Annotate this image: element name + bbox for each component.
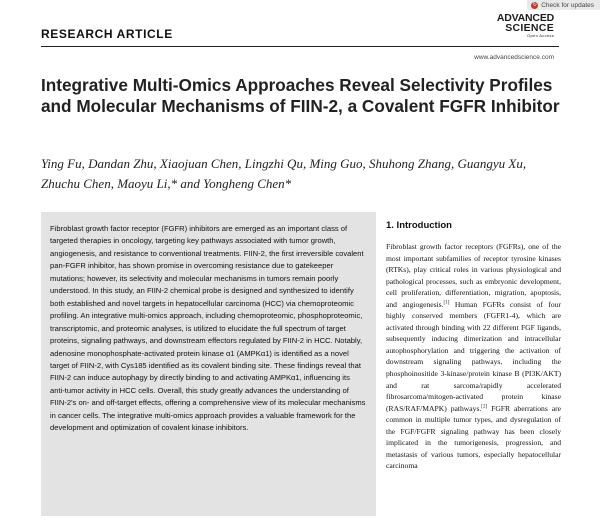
journal-logo-line1: ADVANCED xyxy=(496,12,554,24)
intro-paragraph-3: FGFR aberrations are common in multiple tumor types, and dysregulation of the FGF/FGFR signaling pathway has been closely implicated in the tumorigenesis, progression, and metastasis of various tumors, especially hepatocellular carcinoma xyxy=(386,403,561,471)
intro-paragraph-1: Fibroblast growth factor receptors (FGFRs), one of the most important subfamilies of receptor tyrosine kinases (RTKs), play critical roles in various physiological and pathological processes, such as embryonic development, cell proliferation, differentiation, migration, apoptosis, and angiogenesis. xyxy=(386,242,561,309)
journal-logo-line2: SCIENCE xyxy=(505,22,554,34)
article-type-label: RESEARCH ARTICLE xyxy=(41,27,173,41)
journal-logo-line3: Open Access xyxy=(527,33,554,38)
introduction-body xyxy=(386,241,561,521)
author-list: Ying Fu, Dandan Zhu, Xiaojuan Chen, Lingzhi Qu, Ming Guo, Shuhong Zhang, Guangyu Xu, Zhuchu Chen, Maoyu Li,* and Yongheng Chen* xyxy=(41,156,527,191)
journal-website-link[interactable]: www.advancedscience.com xyxy=(474,54,554,61)
abstract-box xyxy=(41,212,376,516)
intro-paragraph-2: Human FGFRs consist of four highly conserved members (FGFR1-4), which are activated through binding with 22 different FGF ligands, subsequently inducing dimerization and intracellular autophosphorylation and triggering the activation of downstream signaling pathways, including the phosphoinositide 3-kinase/protein kinase B (PI3K/AKT) and rat sarcoma/rapidly accelerated fibrosarcoma/mitogen-activated protein kinase (RAS/RAF/MAPK) pathways. xyxy=(386,299,561,413)
header-divider xyxy=(41,46,559,47)
article-title: Integrative Multi-Omics Approaches Reveal Selectivity Profiles and Molecular Mechanisms of FIIN-2, a Covalent FGFR Inhibitor xyxy=(41,75,560,116)
updates-icon: ↻ xyxy=(532,1,537,8)
journal-logo xyxy=(497,13,554,38)
introduction-heading: 1. Introduction xyxy=(386,220,452,231)
check-for-updates-label: Check for updates xyxy=(541,1,594,9)
abstract-text: Fibroblast growth factor receptor (FGFR) inhibitors are emerged as an important class of targeted therapies in oncology, targeting key pathways associated with tumor growth, angiogenesis, and resistance to conventional treatments. FIIN-2, the first irreversible covalent pan-FGFR inhibitor, has shown promise in overcoming resistance due to gatekeeper mutations; however, its selectivity and molecular mechanisms in tumors remain poorly understood. In this study, an FIIN-2 chemical probe is designed and synthesized to identify both established and novel targets in hepatocellular carcinoma (HCC) via chemoproteomic profiling. An integrative multi-omics approach, including chemoproteomic, phosphoproteomic, transcriptomic, and proteomic analyses, is utilized to elucidate the full spectrum of target proteins, signaling pathways, and downstream effectors regulated by FIIN-2 in HCC. Notably, adenosine monophosphate-activated protein kinase α1 (AMPKα1) is identified as a novel target of FIIN-2, with Cys185 identified as its covalent binding site. These findings reveal that FIIN-2 can induce autophagy by directly binding to and activating AMPKα1, influencing its anti-tumor activity in HCC cells. Overall, this study greatly advances the understanding of FIIN-2's on- and off-target effects, offering a comprehensive view of its molecular mechanisms in cancer cells. The integrative multi-omics approach provides a valuable framework for the development and optimization of covalent kinase inhibitors. xyxy=(50,224,366,433)
citation-ref-1[interactable]: [1] xyxy=(443,300,450,306)
check-for-updates-badge[interactable] xyxy=(527,0,600,10)
citation-ref-2[interactable]: [2] xyxy=(481,404,488,410)
